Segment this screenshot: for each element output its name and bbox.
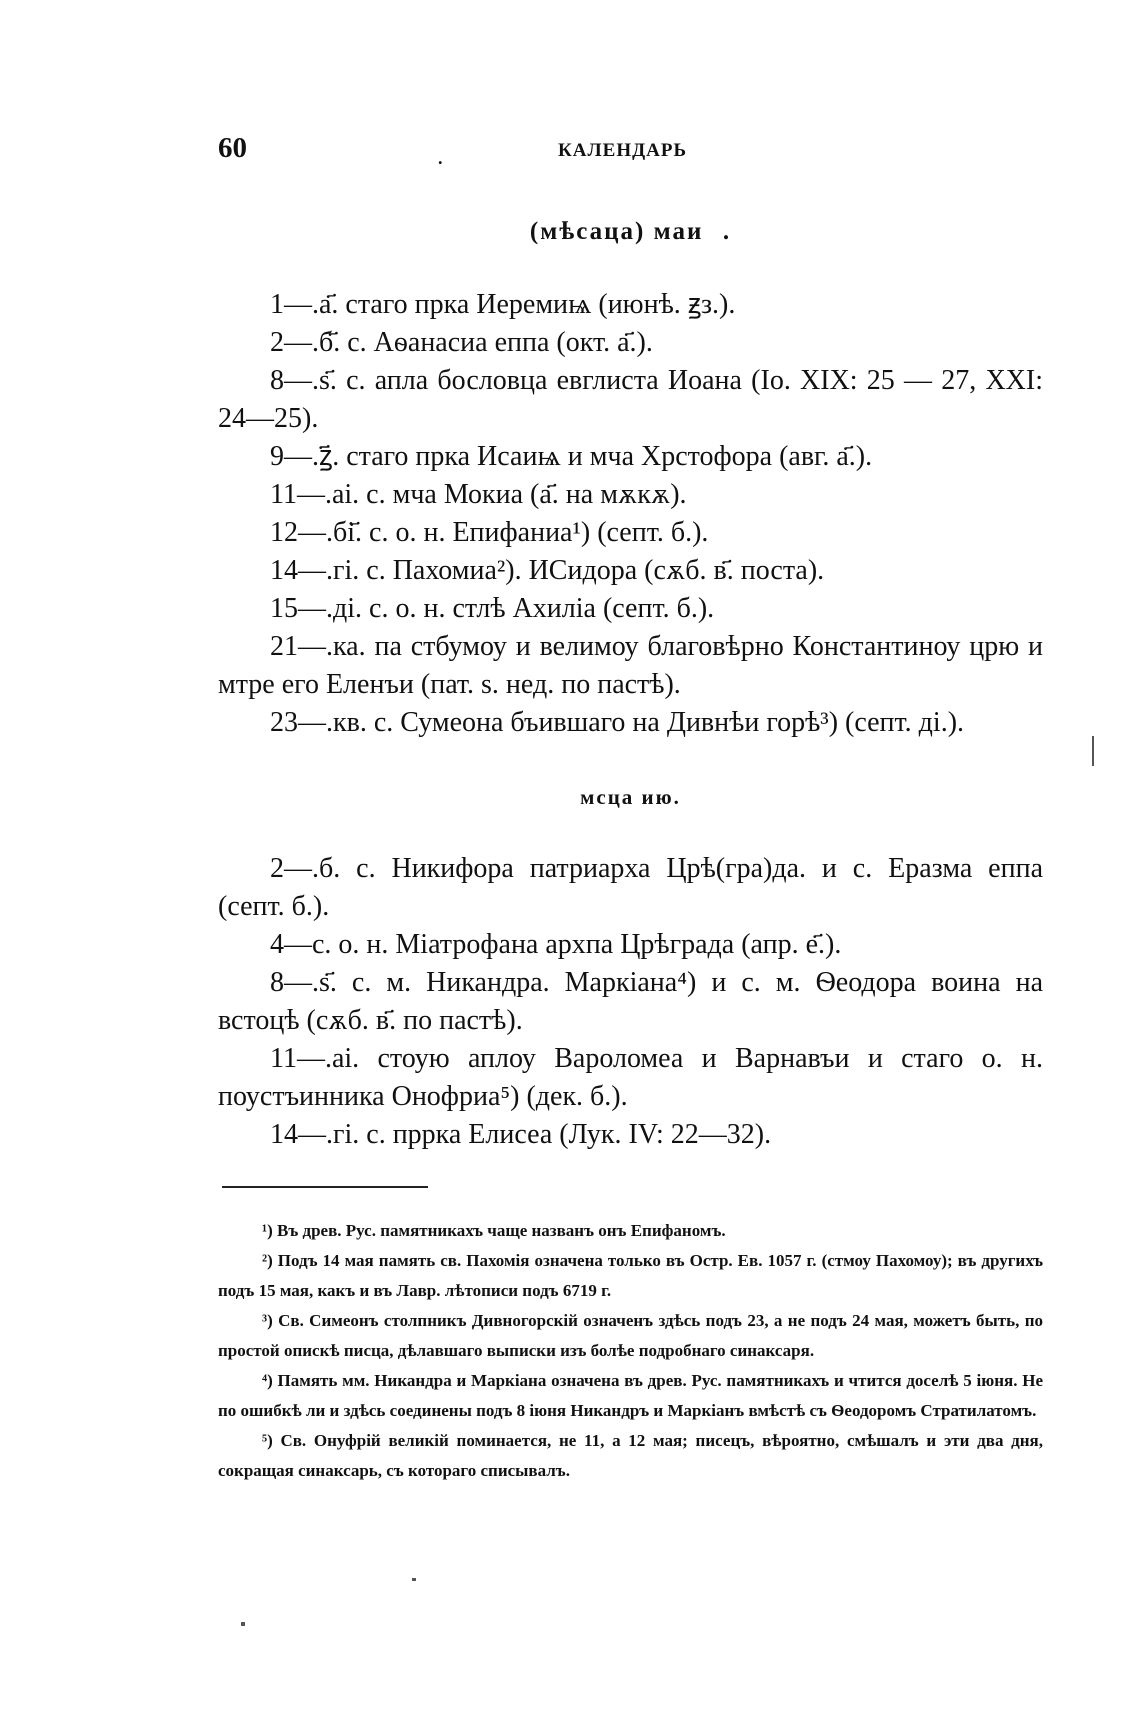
- may-entries: [218, 286, 1043, 742]
- scan-mark: [1092, 736, 1094, 766]
- scan-speck: [412, 1578, 416, 1581]
- calendar-entry: 11—.аі. с. мча Мокиа (а҃. на мѫкѫ).: [270, 479, 687, 510]
- calendar-entry: 8—.ѕ҃. с. апла бословца евглиста Иоана (Іо. XIX: 25 — 27, XXI: 24—25).: [218, 365, 1043, 434]
- calendar-entry: 4—с. о. н. Міатрофана архпа Црѣграда (апр. е҃.).: [270, 929, 842, 960]
- page-number: 60: [218, 132, 247, 164]
- footnote: ⁵) Св. Онуфрій великій поминается, не 11, а 12 мая; писецъ, вѣроятно, смѣшалъ и эти два дня, сокращая синаксарь, съ котораго списывалъ.: [218, 1431, 1043, 1480]
- calendar-entry: 1—.а҃. стаго прка Иеремиѩ (июнѣ. ꙃз.).: [270, 289, 736, 320]
- calendar-entry: 11—.аі. стоую аплоу Вароломеа и Варнавъи и стаго о. н. поустъинника Онофриа⁵) (дек. б.).: [218, 1043, 1043, 1112]
- footnote: ⁴) Память мм. Никандра и Маркіана означена въ древ. Рус. памятникахъ и чтится доселѣ 5 іюня. Не по ошибкѣ ли и здѣсь соединены подъ 8 іюня Никандръ и Маркіанъ вмѣстѣ съ Ѳеодоромъ Стратилатомъ.: [218, 1371, 1043, 1420]
- section-heading-june: мсца ию.: [580, 785, 681, 809]
- june-entries: [218, 850, 1043, 1154]
- calendar-entry: 14—.гі. с. Пахомиа²). ИСидора (сѫб. в҃. поста).: [270, 555, 825, 586]
- footnote: ²) Подъ 14 мая память св. Пахомія означена только въ Остр. Ев. 1057 г. (стмоу Пахомоу); въ другихъ подъ 15 мая, какъ и въ Лавр. лѣтописи подъ 6719 г.: [218, 1251, 1043, 1300]
- calendar-entry: 23—.кв. с. Сумеона бъившаго на Дивнѣи горѣ³) (септ. ді.).: [270, 707, 965, 738]
- footnote: ¹) Въ древ. Рус. памятникахъ чаще названъ онъ Епифаномъ.: [262, 1221, 726, 1240]
- footnote-rule: [222, 1186, 428, 1188]
- calendar-entry: 8—.ѕ҃. с. м. Никандра. Маркіана⁴) и с. м. Ѳеодора воина на встоцѣ (сѫб. в҃. по пастѣ).: [218, 967, 1043, 1036]
- calendar-entry: 2—.б. с. Никифора патриарха Црѣ(гра)да. и с. Еразма еппа (септ. б.).: [218, 853, 1043, 922]
- running-title: КАЛЕНДАРЬ: [558, 140, 688, 161]
- footnote: ³) Св. Симеонъ столпникъ Дивногорскій означенъ здѣсь подъ 23, а не подъ 24 мая, можетъ быть, по простой опискѣ писца, дѣлавшаго выписки изъ болѣе подробнаго синаксаря.: [218, 1311, 1043, 1360]
- speck: .: [438, 148, 443, 168]
- calendar-entry: 21—.ка. па стбумоу и велимоу благовѣрно Константиноу црю и мтре его Еленъи (пат. ѕ. нед. по пастѣ).: [218, 631, 1043, 700]
- calendar-entry: 12—.бі҃. с. о. н. Епифаниа¹) (септ. б.).: [270, 517, 709, 548]
- calendar-entry: 9—.ꙁ҃. стаго прка Исаиѩ и мча Хрстофора (авг. а҃.).: [270, 441, 873, 472]
- footnotes: [218, 1216, 1043, 1486]
- calendar-entry: 14—.гі. с. пррка Елисеа (Лук. IV: 22—32).: [270, 1119, 772, 1150]
- section-heading-may: (мѣсаца) маи꙯.: [529, 218, 732, 245]
- scan-speck: [241, 1622, 245, 1626]
- calendar-entry: 2—.б҃. с. Аѳанасиа еппа (окт. а҃.).: [270, 327, 653, 358]
- calendar-entry: 15—.ді. с. о. н. стлѣ Ахиліа (септ. б.).: [270, 593, 715, 624]
